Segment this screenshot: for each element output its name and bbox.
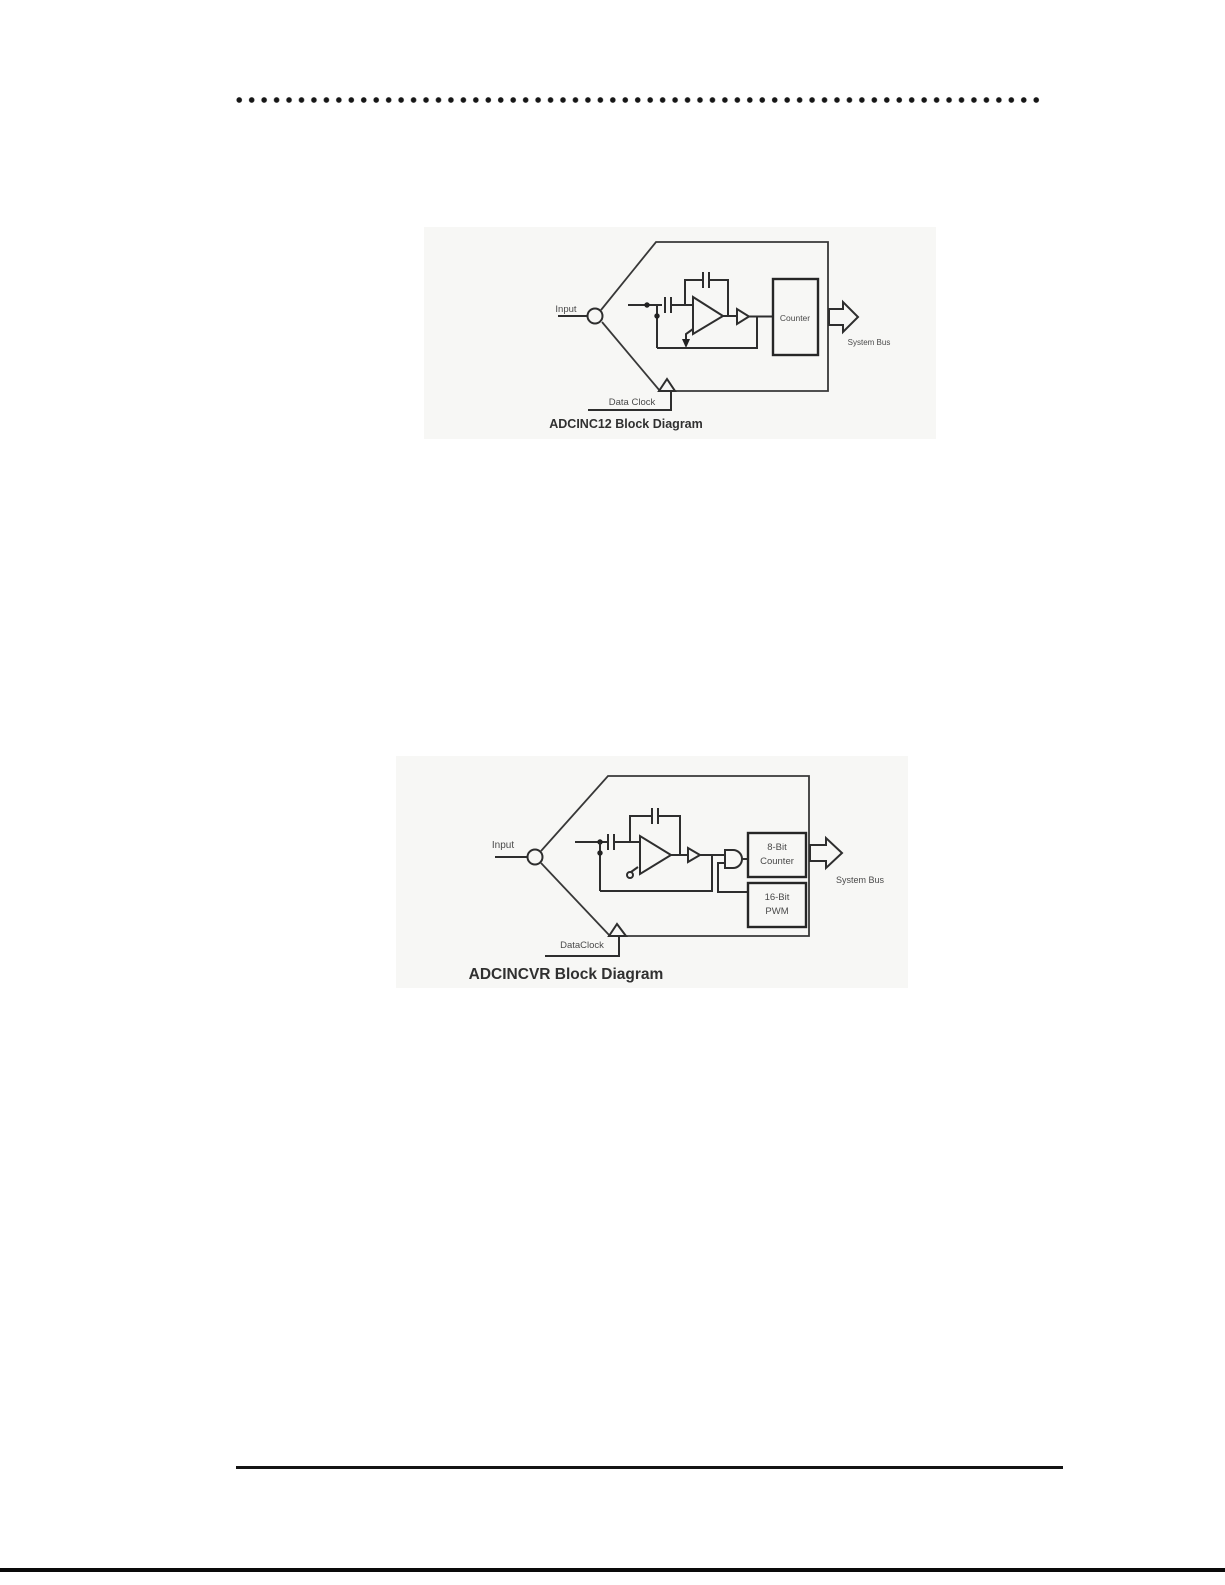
input-node-circle (528, 850, 543, 865)
system-bus-label: System Bus (835, 875, 885, 885)
junction-dot (644, 302, 649, 307)
data-clock-label: DataClock (560, 940, 604, 951)
input-label: Input (491, 840, 515, 851)
and-gate (725, 850, 742, 868)
header-dotted-rule (233, 95, 1043, 105)
counter-label: Counter (779, 313, 811, 323)
scan-background (396, 756, 908, 988)
input-node-circle (588, 309, 603, 324)
adcinc12-block-diagram (420, 225, 940, 440)
junction-dot (654, 313, 659, 318)
diagram-caption: ADCINC12 Block Diagram (549, 417, 703, 431)
junction-dot (597, 850, 602, 855)
counter-label-line1: 8-Bit (767, 842, 787, 853)
diagram-caption: ADCINCVR Block Diagram (468, 966, 664, 983)
pwm-label-line1: 16-Bit (764, 892, 790, 903)
input-label: Input (555, 304, 577, 315)
pwm-label-line2: PWM (765, 906, 789, 917)
footer-rule (236, 1466, 1063, 1469)
scan-background (424, 227, 936, 439)
pwm-box (748, 883, 806, 927)
adcincvr-block-diagram (390, 755, 910, 990)
counter-box (748, 833, 806, 877)
counter-label-line2: Counter (760, 856, 794, 867)
page-bottom-edge (0, 1568, 1225, 1572)
system-bus-label: System Bus (847, 338, 891, 347)
data-clock-label: Data Clock (608, 397, 656, 408)
